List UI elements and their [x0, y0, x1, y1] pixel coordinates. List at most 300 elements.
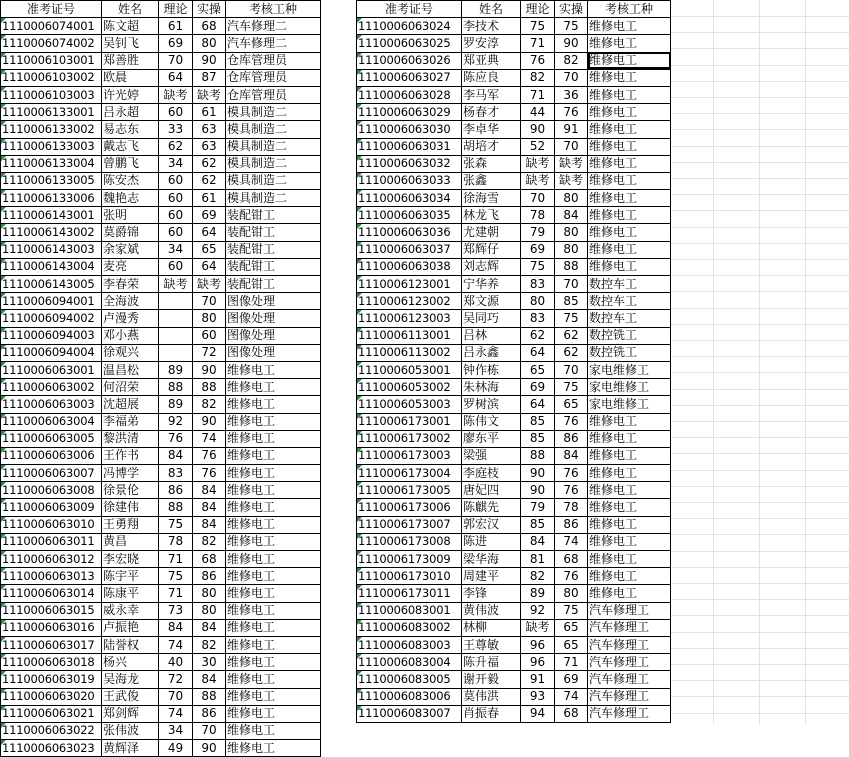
job-type-cell[interactable]: 维修电工	[226, 619, 321, 636]
theory-score-cell[interactable]: 70	[159, 52, 193, 69]
job-type-cell[interactable]: 维修电工	[588, 241, 671, 258]
practical-header[interactable]: 实操	[555, 1, 588, 18]
practical-score-cell[interactable]: 74	[555, 533, 588, 550]
job-type-cell[interactable]: 数控车工	[588, 276, 671, 293]
exam-id-cell[interactable]: 1110006063033	[357, 172, 462, 189]
exam-id-cell[interactable]: 1110006063011	[1, 533, 102, 550]
exam-id-cell[interactable]: 1110006123002	[357, 293, 462, 310]
job-type-cell[interactable]: 维修电工	[588, 430, 671, 447]
name-cell[interactable]: 余家斌	[102, 241, 159, 258]
job-type-cell[interactable]: 维修电工	[226, 396, 321, 413]
theory-score-cell[interactable]: 72	[159, 671, 193, 688]
selected-cell[interactable]: 维修电工	[588, 52, 671, 69]
name-cell[interactable]: 郭宏汉	[462, 516, 521, 533]
theory-score-cell[interactable]: 91	[521, 671, 555, 688]
theory-score-cell[interactable]: 92	[521, 602, 555, 619]
job-type-cell[interactable]: 维修电工	[226, 447, 321, 464]
practical-score-cell[interactable]: 62	[555, 327, 588, 344]
practical-score-cell[interactable]: 80	[193, 35, 226, 52]
job-type-cell[interactable]: 图像处理	[226, 293, 321, 310]
exam-id-cell[interactable]: 1110006063023	[1, 740, 102, 757]
exam-id-cell[interactable]: 1110006173004	[357, 465, 462, 482]
job-type-cell[interactable]: 维修电工	[226, 516, 321, 533]
practical-header[interactable]: 实操	[193, 1, 226, 18]
job-type-cell[interactable]: 汽车修理工	[588, 688, 671, 705]
practical-score-cell[interactable]: 65	[555, 619, 588, 636]
name-cell[interactable]: 陈康平	[102, 585, 159, 602]
name-cell[interactable]: 杨春才	[462, 104, 521, 121]
exam-id-cell[interactable]: 1110006063020	[1, 688, 102, 705]
exam-id-cell[interactable]: 1110006063034	[357, 190, 462, 207]
name-cell[interactable]: 林柳	[462, 619, 521, 636]
name-cell[interactable]: 郑善胜	[102, 52, 159, 69]
theory-score-cell[interactable]: 83	[521, 310, 555, 327]
exam-id-cell[interactable]: 1110006063019	[1, 671, 102, 688]
job-type-cell[interactable]: 数控铣工	[588, 327, 671, 344]
exam-id-cell[interactable]: 1110006063021	[1, 705, 102, 722]
theory-score-cell[interactable]: 96	[521, 654, 555, 671]
exam-id-cell[interactable]: 1110006143004	[1, 258, 102, 275]
job-type-cell[interactable]: 维修电工	[226, 465, 321, 482]
exam-id-cell[interactable]: 1110006113002	[357, 344, 462, 361]
job-type-cell[interactable]: 维修电工	[226, 482, 321, 499]
job-type-cell[interactable]: 维修电工	[588, 69, 671, 86]
theory-score-cell[interactable]: 88	[159, 379, 193, 396]
exam-id-cell[interactable]: 1110006063004	[1, 413, 102, 430]
practical-score-cell[interactable]: 90	[555, 35, 588, 52]
name-cell[interactable]: 郑辉仔	[462, 241, 521, 258]
theory-score-cell[interactable]: 70	[521, 190, 555, 207]
practical-score-cell[interactable]: 80	[193, 585, 226, 602]
practical-score-cell[interactable]: 80	[555, 224, 588, 241]
practical-score-cell[interactable]: 80	[555, 585, 588, 602]
exam-id-cell[interactable]: 1110006173007	[357, 516, 462, 533]
job-type-cell[interactable]: 仓库管理员	[226, 86, 321, 103]
exam-id-cell[interactable]: 1110006173009	[357, 551, 462, 568]
job-type-cell[interactable]: 维修电工	[588, 568, 671, 585]
name-cell[interactable]: 李宏晓	[102, 551, 159, 568]
exam-id-cell[interactable]: 1110006133001	[1, 104, 102, 121]
exam-id-cell[interactable]: 1110006173002	[357, 430, 462, 447]
theory-score-cell[interactable]: 89	[159, 396, 193, 413]
exam-id-cell[interactable]: 1110006063027	[357, 69, 462, 86]
practical-score-cell[interactable]: 64	[193, 258, 226, 275]
theory-score-cell[interactable]: 缺考	[159, 86, 193, 103]
name-cell[interactable]: 李技术	[462, 18, 521, 35]
job-type-cell[interactable]: 维修电工	[226, 413, 321, 430]
theory-score-cell[interactable]: 93	[521, 688, 555, 705]
job-type-cell[interactable]: 维修电工	[588, 258, 671, 275]
exam-id-cell[interactable]: 1110006173001	[357, 413, 462, 430]
exam-id-cell[interactable]: 1110006103001	[1, 52, 102, 69]
practical-score-cell[interactable]: 86	[193, 568, 226, 585]
theory-score-cell[interactable]: 76	[521, 52, 555, 69]
name-cell[interactable]: 张鑫	[462, 172, 521, 189]
theory-score-cell[interactable]	[159, 327, 193, 344]
exam-id-cell[interactable]: 1110006063013	[1, 568, 102, 585]
practical-score-cell[interactable]: 61	[193, 104, 226, 121]
practical-score-cell[interactable]: 86	[193, 705, 226, 722]
job-type-cell[interactable]: 装配钳工	[226, 258, 321, 275]
exam-id-cell[interactable]: 1110006063012	[1, 551, 102, 568]
job-type-cell[interactable]: 装配钳工	[226, 207, 321, 224]
name-cell[interactable]: 林龙飞	[462, 207, 521, 224]
job-type-header[interactable]: 考核工种	[588, 1, 671, 18]
theory-score-cell[interactable]: 69	[521, 379, 555, 396]
practical-score-cell[interactable]: 90	[193, 740, 226, 757]
theory-header[interactable]: 理论	[521, 1, 555, 18]
job-type-cell[interactable]: 汽车修理工	[588, 654, 671, 671]
practical-score-cell[interactable]: 75	[555, 602, 588, 619]
exam-id-cell[interactable]: 1110006063037	[357, 241, 462, 258]
job-type-cell[interactable]: 数控车工	[588, 310, 671, 327]
name-cell[interactable]: 冯博学	[102, 465, 159, 482]
exam-id-cell[interactable]: 1110006053002	[357, 379, 462, 396]
exam-id-cell[interactable]: 1110006133005	[1, 172, 102, 189]
name-cell[interactable]: 尤建朝	[462, 224, 521, 241]
theory-score-cell[interactable]: 84	[521, 533, 555, 550]
exam-id-cell[interactable]: 1110006103003	[1, 86, 102, 103]
exam-id-cell[interactable]: 1110006063003	[1, 396, 102, 413]
theory-score-cell[interactable]: 62	[159, 138, 193, 155]
name-cell[interactable]: 易志东	[102, 121, 159, 138]
name-cell[interactable]: 廖东平	[462, 430, 521, 447]
theory-score-cell[interactable]: 89	[521, 585, 555, 602]
exam-id-cell[interactable]: 1110006063028	[357, 86, 462, 103]
exam-id-cell[interactable]: 1110006123001	[357, 276, 462, 293]
job-type-cell[interactable]: 汽车修理二	[226, 35, 321, 52]
theory-score-cell[interactable]: 缺考	[521, 172, 555, 189]
practical-score-cell[interactable]: 85	[555, 293, 588, 310]
exam-id-cell[interactable]: 1110006094002	[1, 310, 102, 327]
name-cell[interactable]: 卢漫秀	[102, 310, 159, 327]
name-cell[interactable]: 全海波	[102, 293, 159, 310]
job-type-cell[interactable]: 维修电工	[588, 413, 671, 430]
job-type-cell[interactable]: 汽车修理工	[588, 671, 671, 688]
exam-id-cell[interactable]: 1110006063032	[357, 155, 462, 172]
job-type-cell[interactable]: 维修电工	[588, 447, 671, 464]
theory-score-cell[interactable]: 缺考	[159, 276, 193, 293]
name-cell[interactable]: 李福弟	[102, 413, 159, 430]
theory-score-cell[interactable]: 44	[521, 104, 555, 121]
job-type-cell[interactable]: 维修电工	[226, 430, 321, 447]
job-type-cell[interactable]: 维修电工	[226, 602, 321, 619]
name-cell[interactable]: 王尊敏	[462, 636, 521, 653]
job-type-cell[interactable]: 维修电工	[588, 207, 671, 224]
practical-score-cell[interactable]: 70	[555, 276, 588, 293]
theory-score-cell[interactable]: 74	[159, 636, 193, 653]
job-type-cell[interactable]: 维修电工	[588, 499, 671, 516]
exam-id-header[interactable]: 准考证号	[1, 1, 102, 18]
name-cell[interactable]: 钟作栋	[462, 361, 521, 378]
name-cell[interactable]: 陈伟文	[462, 413, 521, 430]
name-cell[interactable]: 李卓华	[462, 121, 521, 138]
name-cell[interactable]: 陈文超	[102, 18, 159, 35]
job-type-cell[interactable]: 维修电工	[226, 585, 321, 602]
name-cell[interactable]: 谢开毅	[462, 671, 521, 688]
job-type-cell[interactable]: 维修电工	[226, 551, 321, 568]
theory-score-cell[interactable]: 65	[521, 361, 555, 378]
exam-id-cell[interactable]: 1110006063006	[1, 447, 102, 464]
name-cell[interactable]: 宁华养	[462, 276, 521, 293]
practical-score-cell[interactable]: 90	[193, 361, 226, 378]
theory-score-cell[interactable]: 86	[159, 482, 193, 499]
name-cell[interactable]: 何沼荣	[102, 379, 159, 396]
name-cell[interactable]: 罗安淳	[462, 35, 521, 52]
name-cell[interactable]: 陈宇平	[102, 568, 159, 585]
exam-id-cell[interactable]: 1110006063009	[1, 499, 102, 516]
name-cell[interactable]: 郑文源	[462, 293, 521, 310]
practical-score-cell[interactable]: 84	[193, 516, 226, 533]
theory-score-cell[interactable]: 64	[521, 396, 555, 413]
name-cell[interactable]: 徐建伟	[102, 499, 159, 516]
job-type-cell[interactable]: 仓库管理员	[226, 69, 321, 86]
theory-score-cell[interactable]: 62	[521, 327, 555, 344]
name-cell[interactable]: 威永幸	[102, 602, 159, 619]
job-type-cell[interactable]: 装配钳工	[226, 224, 321, 241]
job-type-cell[interactable]: 维修电工	[588, 121, 671, 138]
name-cell[interactable]: 吴同巧	[462, 310, 521, 327]
job-type-cell[interactable]: 汽车修理二	[226, 18, 321, 35]
name-cell[interactable]: 张伟波	[102, 722, 159, 739]
name-cell[interactable]: 陈应良	[462, 69, 521, 86]
practical-score-cell[interactable]: 缺考	[193, 276, 226, 293]
exam-id-cell[interactable]: 1110006053003	[357, 396, 462, 413]
practical-score-cell[interactable]: 36	[555, 86, 588, 103]
name-cell[interactable]: 吴海龙	[102, 671, 159, 688]
job-type-cell[interactable]: 汽车修理工	[588, 619, 671, 636]
name-cell[interactable]: 沈超展	[102, 396, 159, 413]
name-cell[interactable]: 李马军	[462, 86, 521, 103]
job-type-cell[interactable]: 维修电工	[588, 516, 671, 533]
practical-score-cell[interactable]: 70	[555, 138, 588, 155]
practical-score-cell[interactable]: 86	[555, 516, 588, 533]
job-type-cell[interactable]: 模具制造二	[226, 138, 321, 155]
exam-id-cell[interactable]: 1110006063030	[357, 121, 462, 138]
practical-score-cell[interactable]: 70	[193, 293, 226, 310]
exam-id-cell[interactable]: 1110006063016	[1, 619, 102, 636]
name-cell[interactable]: 杨兴	[102, 654, 159, 671]
practical-score-cell[interactable]: 76	[555, 482, 588, 499]
exam-id-cell[interactable]: 1110006074001	[1, 18, 102, 35]
job-type-cell[interactable]: 维修电工	[226, 499, 321, 516]
exam-id-cell[interactable]: 1110006063038	[357, 258, 462, 275]
practical-score-cell[interactable]: 88	[193, 379, 226, 396]
theory-score-cell[interactable]: 78	[159, 533, 193, 550]
exam-id-cell[interactable]: 1110006063029	[357, 104, 462, 121]
theory-score-cell[interactable]: 81	[521, 551, 555, 568]
exam-id-cell[interactable]: 1110006063015	[1, 602, 102, 619]
practical-score-cell[interactable]: 76	[193, 465, 226, 482]
name-cell[interactable]: 麦亮	[102, 258, 159, 275]
theory-header[interactable]: 理论	[159, 1, 193, 18]
name-cell[interactable]: 吴钊飞	[102, 35, 159, 52]
job-type-cell[interactable]: 维修电工	[588, 172, 671, 189]
practical-score-cell[interactable]: 72	[193, 344, 226, 361]
job-type-cell[interactable]: 模具制造二	[226, 172, 321, 189]
practical-score-cell[interactable]: 74	[193, 430, 226, 447]
theory-score-cell[interactable]: 69	[159, 35, 193, 52]
job-type-cell[interactable]: 图像处理	[226, 327, 321, 344]
practical-score-cell[interactable]: 76	[193, 447, 226, 464]
theory-score-cell[interactable]: 64	[521, 344, 555, 361]
practical-score-cell[interactable]: 76	[555, 465, 588, 482]
practical-score-cell[interactable]: 90	[193, 413, 226, 430]
practical-score-cell[interactable]: 84	[193, 671, 226, 688]
name-cell[interactable]: 张森	[462, 155, 521, 172]
name-cell[interactable]: 唐妃四	[462, 482, 521, 499]
exam-id-cell[interactable]: 1110006083005	[357, 671, 462, 688]
job-type-cell[interactable]: 维修电工	[226, 722, 321, 739]
name-cell[interactable]: 黄伟波	[462, 602, 521, 619]
exam-id-cell[interactable]: 1110006143005	[1, 276, 102, 293]
practical-score-cell[interactable]: 62	[193, 155, 226, 172]
job-type-cell[interactable]: 维修电工	[226, 688, 321, 705]
name-cell[interactable]: 戴志飞	[102, 138, 159, 155]
exam-id-cell[interactable]: 1110006063031	[357, 138, 462, 155]
name-cell[interactable]: 吕永超	[102, 104, 159, 121]
exam-id-cell[interactable]: 1110006173008	[357, 533, 462, 550]
exam-id-cell[interactable]: 1110006063010	[1, 516, 102, 533]
exam-id-cell[interactable]: 1110006083001	[357, 602, 462, 619]
practical-score-cell[interactable]: 74	[555, 688, 588, 705]
name-cell[interactable]: 李锋	[462, 585, 521, 602]
name-cell[interactable]: 周建平	[462, 568, 521, 585]
job-type-cell[interactable]: 模具制造二	[226, 190, 321, 207]
exam-id-cell[interactable]: 1110006063008	[1, 482, 102, 499]
name-cell[interactable]: 许光婷	[102, 86, 159, 103]
theory-score-cell[interactable]: 85	[521, 430, 555, 447]
job-type-cell[interactable]: 维修电工	[226, 568, 321, 585]
practical-score-cell[interactable]: 62	[555, 344, 588, 361]
job-type-cell[interactable]: 维修电工	[588, 190, 671, 207]
job-type-cell[interactable]: 模具制造二	[226, 155, 321, 172]
name-cell[interactable]: 徐海雪	[462, 190, 521, 207]
job-type-cell[interactable]: 模具制造二	[226, 104, 321, 121]
name-cell[interactable]: 梁华海	[462, 551, 521, 568]
job-type-cell[interactable]: 维修电工	[588, 104, 671, 121]
theory-score-cell[interactable]: 78	[521, 207, 555, 224]
theory-score-cell[interactable]: 61	[159, 18, 193, 35]
theory-score-cell[interactable]: 60	[159, 258, 193, 275]
name-cell[interactable]: 王作书	[102, 447, 159, 464]
name-cell[interactable]: 吕林	[462, 327, 521, 344]
exam-id-cell[interactable]: 1110006173006	[357, 499, 462, 516]
exam-id-cell[interactable]: 1110006063007	[1, 465, 102, 482]
job-type-cell[interactable]: 维修电工	[588, 224, 671, 241]
exam-id-cell[interactable]: 1110006063018	[1, 654, 102, 671]
job-type-cell[interactable]: 维修电工	[588, 465, 671, 482]
practical-score-cell[interactable]: 87	[193, 69, 226, 86]
practical-score-cell[interactable]: 61	[193, 190, 226, 207]
exam-id-cell[interactable]: 1110006173011	[357, 585, 462, 602]
name-cell[interactable]: 吕永鑫	[462, 344, 521, 361]
practical-score-cell[interactable]: 64	[193, 224, 226, 241]
practical-score-cell[interactable]: 75	[555, 310, 588, 327]
exam-id-cell[interactable]: 1110006094004	[1, 344, 102, 361]
exam-id-cell[interactable]: 1110006133004	[1, 155, 102, 172]
theory-score-cell[interactable]: 75	[159, 516, 193, 533]
name-cell[interactable]: 刘志辉	[462, 258, 521, 275]
theory-score-cell[interactable]: 60	[159, 104, 193, 121]
theory-score-cell[interactable]: 88	[159, 499, 193, 516]
theory-score-cell[interactable]: 60	[159, 224, 193, 241]
practical-score-cell[interactable]: 76	[555, 413, 588, 430]
name-cell[interactable]: 罗树滨	[462, 396, 521, 413]
exam-id-cell[interactable]: 1110006173005	[357, 482, 462, 499]
name-cell[interactable]: 郑亚典	[462, 52, 521, 69]
practical-score-cell[interactable]: 84	[193, 499, 226, 516]
exam-id-cell[interactable]: 1110006094003	[1, 327, 102, 344]
job-type-cell[interactable]: 维修电工	[226, 671, 321, 688]
exam-id-cell[interactable]: 1110006143002	[1, 224, 102, 241]
exam-id-cell[interactable]: 1110006053001	[357, 361, 462, 378]
practical-score-cell[interactable]: 69	[555, 671, 588, 688]
practical-score-cell[interactable]: 70	[555, 69, 588, 86]
practical-score-cell[interactable]: 80	[193, 602, 226, 619]
practical-score-cell[interactable]: 65	[555, 396, 588, 413]
theory-score-cell[interactable]: 90	[521, 482, 555, 499]
practical-score-cell[interactable]: 缺考	[555, 155, 588, 172]
job-type-cell[interactable]: 家电维修工	[588, 379, 671, 396]
job-type-cell[interactable]: 装配钳工	[226, 276, 321, 293]
theory-score-cell[interactable]: 71	[159, 585, 193, 602]
practical-score-cell[interactable]: 63	[193, 121, 226, 138]
name-cell[interactable]: 郑剑辉	[102, 705, 159, 722]
theory-score-cell[interactable]: 89	[159, 361, 193, 378]
job-type-cell[interactable]: 汽车修理工	[588, 602, 671, 619]
practical-score-cell[interactable]: 75	[555, 379, 588, 396]
theory-score-cell[interactable]: 82	[521, 69, 555, 86]
job-type-cell[interactable]: 维修电工	[226, 705, 321, 722]
practical-score-cell[interactable]: 76	[555, 104, 588, 121]
theory-score-cell[interactable]: 71	[521, 35, 555, 52]
exam-id-cell[interactable]: 1110006063017	[1, 636, 102, 653]
job-type-cell[interactable]: 维修电工	[588, 533, 671, 550]
name-cell[interactable]: 黎洪清	[102, 430, 159, 447]
practical-score-cell[interactable]: 78	[555, 499, 588, 516]
name-header[interactable]: 姓名	[462, 1, 521, 18]
theory-score-cell[interactable]: 70	[159, 688, 193, 705]
name-cell[interactable]: 黄辉泽	[102, 740, 159, 757]
job-type-cell[interactable]: 维修电工	[226, 533, 321, 550]
practical-score-cell[interactable]: 88	[555, 258, 588, 275]
practical-score-cell[interactable]: 30	[193, 654, 226, 671]
job-type-cell[interactable]: 汽车修理工	[588, 705, 671, 722]
exam-id-cell[interactable]: 1110006143003	[1, 241, 102, 258]
theory-score-cell[interactable]: 33	[159, 121, 193, 138]
name-cell[interactable]: 温昌松	[102, 361, 159, 378]
theory-score-cell[interactable]: 88	[521, 447, 555, 464]
job-type-cell[interactable]: 维修电工	[588, 551, 671, 568]
theory-score-cell[interactable]: 75	[521, 258, 555, 275]
practical-score-cell[interactable]: 缺考	[555, 172, 588, 189]
theory-score-cell[interactable]	[159, 293, 193, 310]
exam-id-cell[interactable]: 1110006083002	[357, 619, 462, 636]
name-cell[interactable]: 李春荣	[102, 276, 159, 293]
theory-score-cell[interactable]: 34	[159, 155, 193, 172]
practical-score-cell[interactable]: 68	[555, 705, 588, 722]
job-type-cell[interactable]: 图像处理	[226, 310, 321, 327]
exam-id-cell[interactable]: 1110006173003	[357, 447, 462, 464]
practical-score-cell[interactable]: 68	[555, 551, 588, 568]
name-cell[interactable]: 陆誉权	[102, 636, 159, 653]
theory-score-cell[interactable]: 84	[159, 619, 193, 636]
practical-score-cell[interactable]: 80	[193, 310, 226, 327]
practical-score-cell[interactable]: 88	[193, 688, 226, 705]
name-cell[interactable]: 张明	[102, 207, 159, 224]
theory-score-cell[interactable]: 34	[159, 241, 193, 258]
